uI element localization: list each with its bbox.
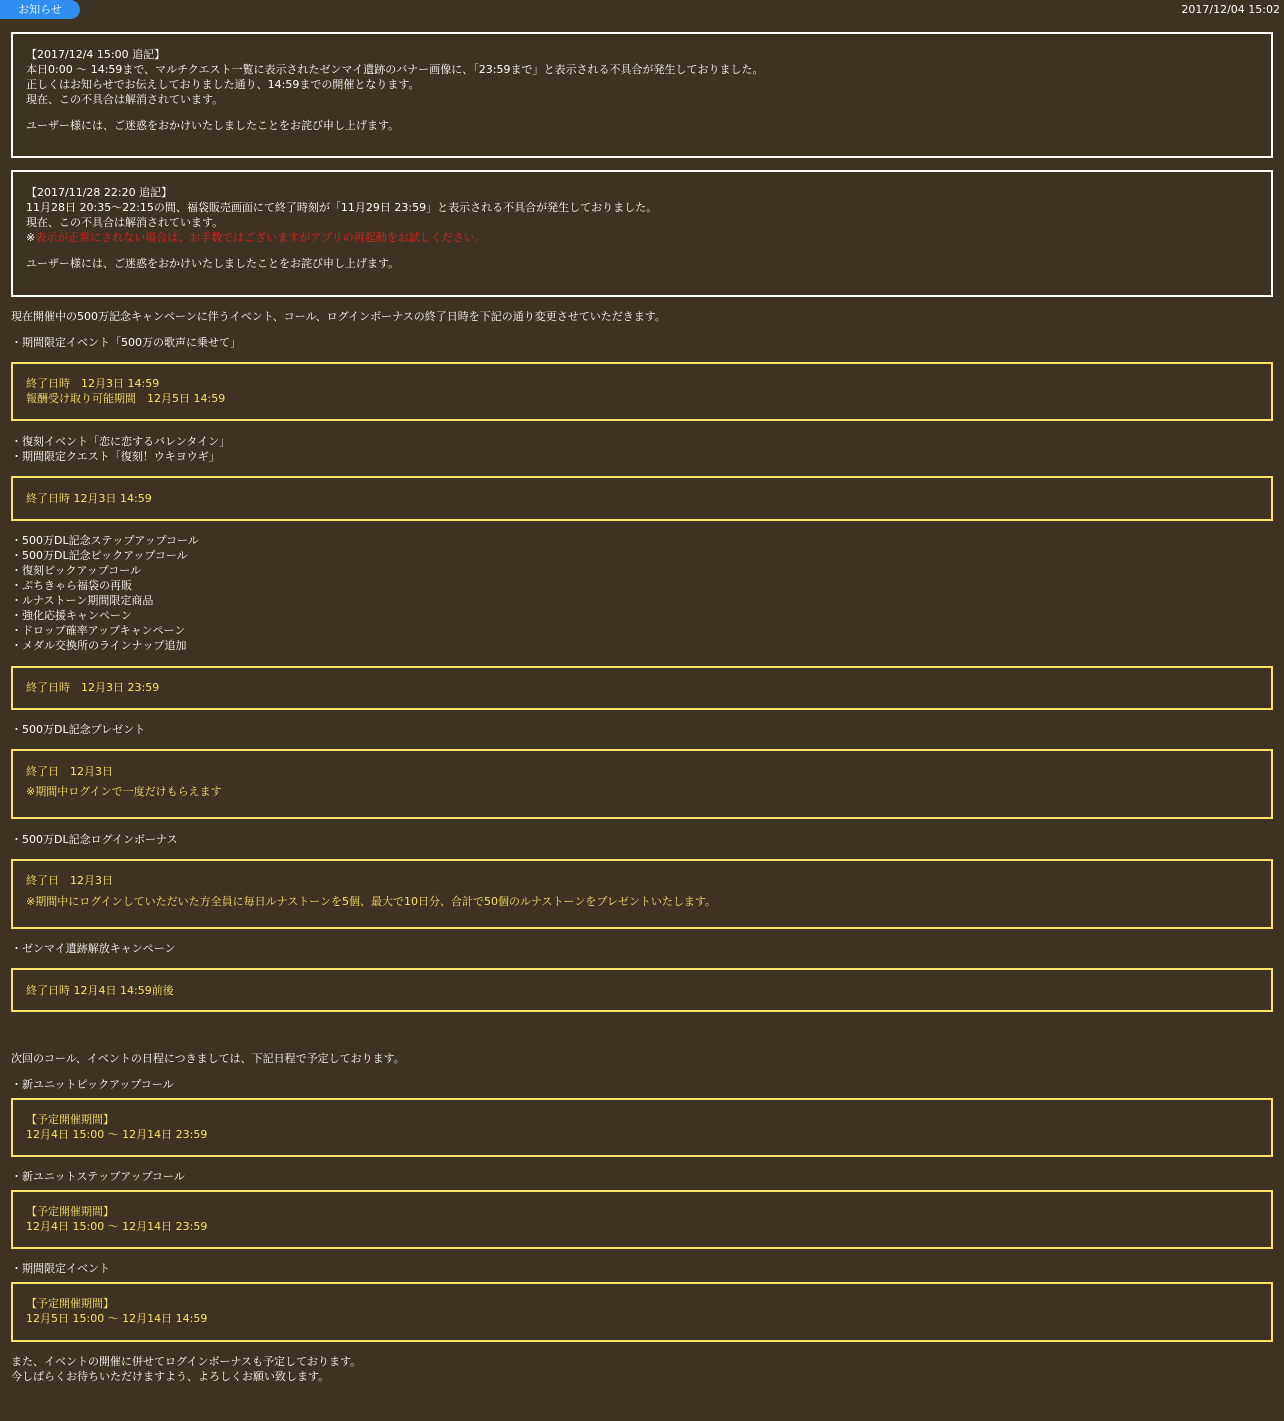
end-date-text: 終了日時 12月3日 14:59 [26, 492, 152, 505]
schedule-intro-text: 次回のコール、イベントの日程につきましては、下記日程で予定しております。 [11, 1052, 405, 1065]
present-note-text: ※期間中ログインで一度だけもらえます [26, 785, 222, 798]
end-date-box [11, 968, 1273, 1012]
end-date-box [11, 476, 1273, 521]
list-item: ・期間限定イベント [11, 1262, 110, 1275]
login-bonus-note-text: ※期間中にログインしていただいた方全員に毎日ルナストーンを5個、最大で10日分、合計で50個のルナストーンをプレゼントいたします。 [26, 895, 717, 908]
correction-text: 現在、この不具合は解消されています。 [26, 216, 224, 229]
correction-title: 【2017/11/28 22:20 追記】 [26, 186, 173, 199]
schedule-label: 【予定開催期間】 [26, 1205, 114, 1218]
warning-note [26, 230, 1258, 245]
closing-text: 今しばらくお待ちいただけますよう、よろしくお願い致します。 [11, 1370, 330, 1383]
list-item: ・復刻ピックアップコール [11, 564, 142, 577]
correction-text: 11月28日 20:35～22:15の間、福袋販売画面にて終了時刻が「11月29日 23:59」と表示される不具合が発生しておりました。 [26, 201, 658, 214]
apology-text: ユーザー様には、ご迷惑をおかけいたしましたことをお詫び申し上げます。 [26, 119, 400, 132]
end-date-box [11, 749, 1273, 819]
list-item: ・期間限定イベント「500万の歌声に乗せて」 [11, 336, 241, 349]
end-date-box [11, 859, 1273, 929]
list-item: ・ドロップ確率アップキャンペーン [11, 624, 186, 637]
schedule-box [11, 1190, 1273, 1249]
end-date-text: 終了日 12月3日 [26, 874, 113, 887]
correction-text: 正しくはお知らせでお伝えしておりました通り、14:59までの開催となります。 [26, 78, 420, 91]
closing-text: また、イベントの開催に併せてログインボーナスも予定しております。 [11, 1355, 362, 1368]
post-timestamp: 2017/12/04 15:02 [1181, 3, 1280, 16]
schedule-box [11, 1098, 1273, 1157]
list-item: ・期間限定クエスト「復刻！ウキヨウギ」 [11, 450, 220, 463]
top-bar [0, 0, 1284, 20]
correction-title: 【2017/12/4 15:00 追記】 [26, 48, 166, 61]
end-date-box [11, 666, 1273, 710]
reward-period-text: 報酬受け取り可能期間 12月5日 14:59 [26, 392, 226, 405]
end-date-text: 終了日時 12月3日 23:59 [26, 681, 160, 694]
list-item: ・ルナストーン期間限定商品 [11, 594, 154, 607]
list-item: ・強化応援キャンペーン [11, 609, 132, 622]
correction-notice-2 [11, 170, 1273, 297]
schedule-period: 12月5日 15:00 ～ 12月14日 14:59 [26, 1312, 208, 1325]
intro-text: 現在開催中の500万記念キャンペーンに伴うイベント、コール、ログインボーナスの終了日時を下記の通り変更させていただきます。 [11, 310, 666, 323]
correction-text: 本日0:00 ～ 14:59まで、マルチクエスト一覧に表示されたゼンマイ遺跡のバナー画像に、「23:59まで」と表示される不具合が発生しておりました。 [26, 63, 764, 76]
schedule-label: 【予定開催期間】 [26, 1297, 114, 1310]
list-item: ・500万DL記念プレゼント [11, 723, 146, 736]
list-item: ・ゼンマイ遺跡解放キャンペーン [11, 942, 176, 955]
warning-text: 表示が正常にされない場合は、お手数ではございますがアプリの再起動をお試しください。 [35, 231, 486, 244]
list-item: ・メダル交換所のラインナップ追加 [11, 639, 187, 652]
notice-content [11, 32, 1273, 1384]
schedule-box [11, 1282, 1273, 1342]
note-mark: ※ [26, 231, 36, 244]
list-item: ・復刻イベント「恋に恋するバレンタイン」 [11, 435, 231, 448]
list-item: ・ぷちきゃら福袋の再販 [11, 579, 132, 592]
list-item: ・500万DL記念ピックアップコール [11, 549, 188, 562]
list-item: ・新ユニットステップアップコール [11, 1170, 185, 1183]
schedule-period: 12月4日 15:00 ～ 12月14日 23:59 [26, 1128, 208, 1141]
end-date-text: 終了日時 12月3日 14:59 [26, 377, 160, 390]
apology-text: ユーザー様には、ご迷惑をおかけいたしましたことをお詫び申し上げます。 [26, 257, 400, 270]
list-item: ・500万DL記念ステップアップコール [11, 534, 199, 547]
notice-tab-button[interactable]: お知らせ [0, 0, 80, 19]
correction-text: 現在、この不具合は解消されています。 [26, 93, 224, 106]
end-date-text: 終了日時 12月4日 14:59前後 [26, 984, 174, 997]
end-date-text: 終了日 12月3日 [26, 765, 113, 778]
schedule-period: 12月4日 15:00 ～ 12月14日 23:59 [26, 1220, 208, 1233]
end-date-box [11, 362, 1273, 421]
schedule-label: 【予定開催期間】 [26, 1113, 114, 1126]
list-item: ・新ユニットピックアップコール [11, 1078, 174, 1091]
correction-notice-1 [11, 32, 1273, 158]
list-item: ・500万DL記念ログインボーナス [11, 833, 178, 846]
